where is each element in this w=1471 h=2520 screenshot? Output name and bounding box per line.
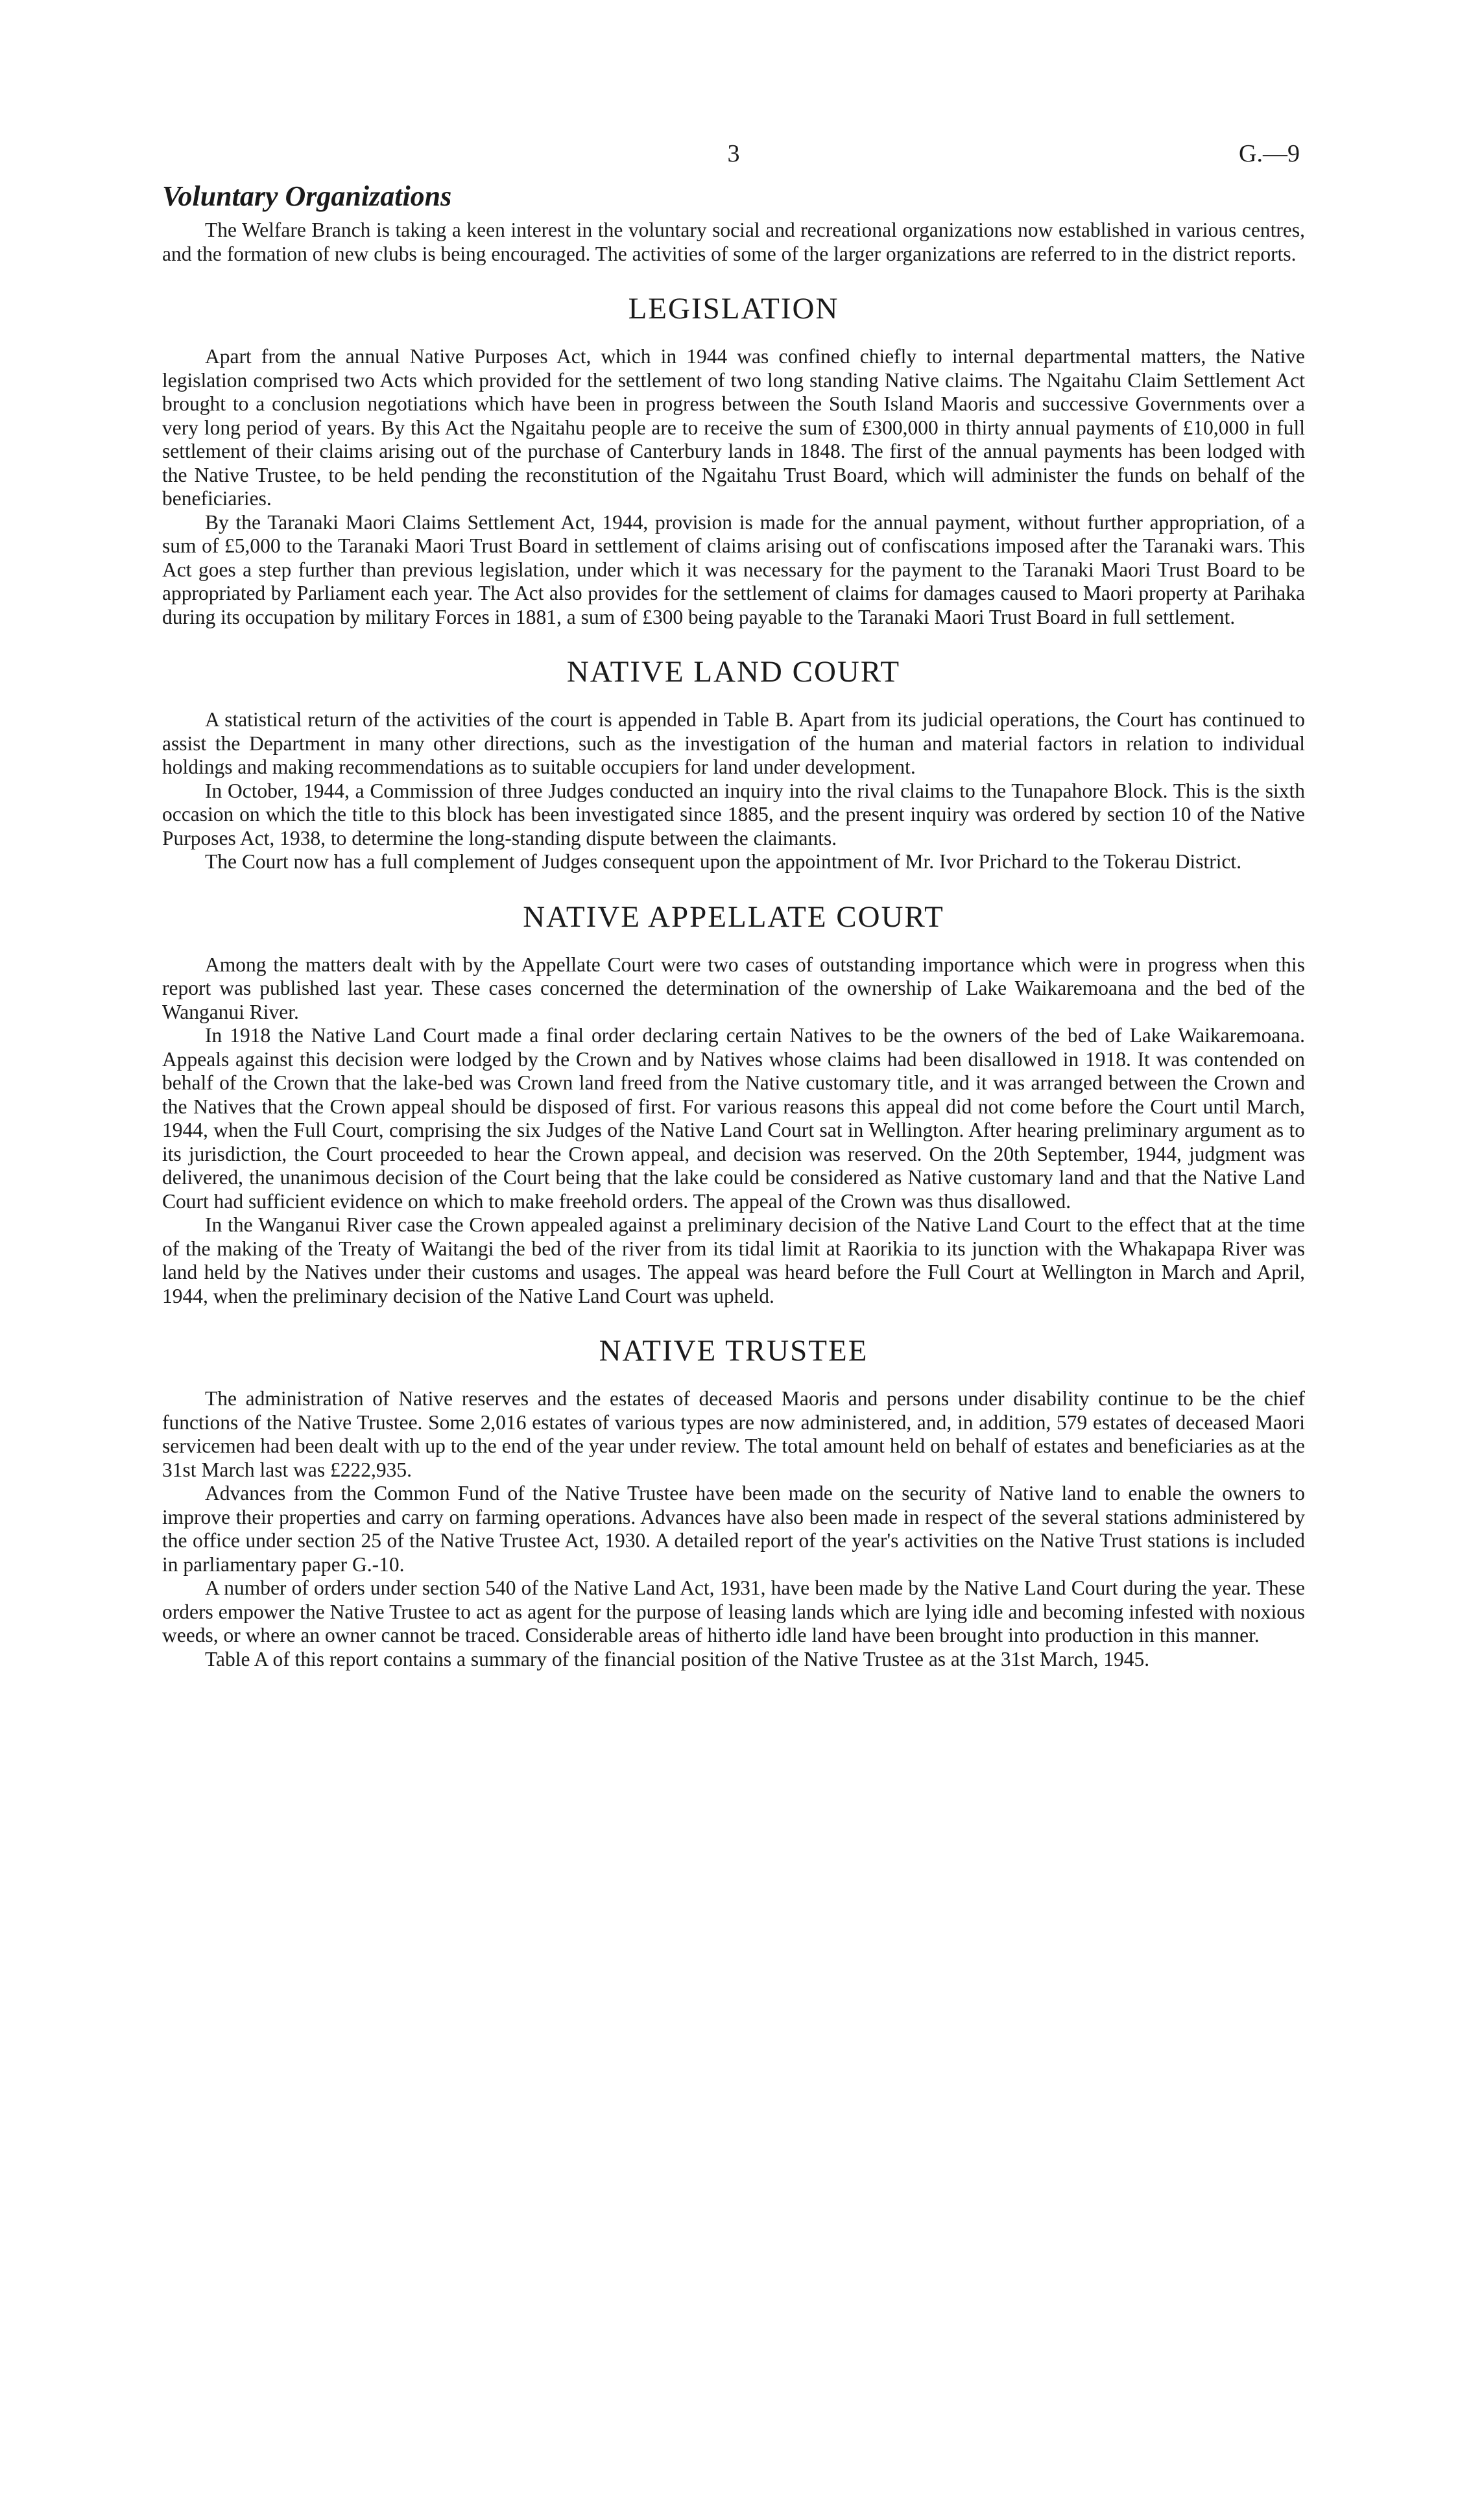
section-heading: NATIVE TRUSTEE — [599, 1334, 868, 1368]
paragraph: The Welfare Branch is taking a keen interest in the voluntary social and recreational organizations now established in various centres, and the formation of new clubs is being encouraged. The activities of some of the larger organizations are referred to in the district reports. — [162, 219, 1305, 265]
page-number: 3 — [727, 140, 740, 167]
paragraph: By the Taranaki Maori Claims Settlement Act, 1944, provision is made for the annual payment, without further appropriation, of a sum of £5,000 to the Taranaki Maori Trust Board in settlement of claims arising out of confiscations imposed after the Taranaki wars. This Act goes a step further than previous legislation, under which it was necessary for the payment to the Taranaki Maori Trust Board to be appropriated by Parliament each year. The Act also provides for the settlement of claims for damages caused to Maori property at Parihaka during its occupation by military Forces in 1881, a sum of £300 being payable to the Taranaki Maori Trust Board in full settlement. — [162, 510, 1305, 628]
paragraph: In 1918 the Native Land Court made a final order declaring certain Natives to be the owners of the bed of Lake Waikaremoana. Appeals against this decision were lodged by the Crown and by Natives whose claims had been disallowed in 1918. It was contended on behalf of the Crown that the lake-bed was Crown land freed from the Native customary title, and it was arranged between the Crown and the Natives that the Crown appeal should be disposed of first. For various reasons this appeal did not come before the Court until March, 1944, when the Full Court, comprising the six Judges of the Native Land Court sat in Wellington. After hearing preliminary argument as to its jurisdiction, the Court proceeded to hear the Crown appeal, and decision was reserved. On the 20th September, 1944, judgment was delivered, the unanimous decision of the Court being that the lake could be considered as Native customary land and that the Native Land Court had sufficient evidence on which to make freehold orders. The appeal of the Crown was thus disallowed. — [162, 1024, 1305, 1213]
section-heading: NATIVE APPELLATE COURT — [523, 899, 944, 934]
page-header — [162, 139, 1305, 178]
paragraph: A statistical return of the activities of the court is appended in Table B. Apart from its judicial operations, the Court has continued to assist the Department in many other directions, such as the investigation of the human and material factors in relation to individual holdings and making recommendations as to suitable occupiers for land under development. — [162, 708, 1305, 778]
section-heading: LEGISLATION — [628, 292, 839, 326]
section-native-land-court — [162, 652, 1305, 874]
paragraph: Apart from the annual Native Purposes Act, which in 1944 was confined chiefly to internal departmental matters, the Native legislation comprised two Acts which provided for the settlement of two long standing Native claims. The Ngaitahu Claim Settlement Act brought to a conclusion negotiations which have been in progress between the South Island Maoris and successive Governments over a very long period of years. By this Act the Ngaitahu people are to receive the sum of £300,000 in thirty annual payments of £10,000 in full settlement of their claims arising out of the purchase of Canterbury lands in 1848. The first of the annual payments has been lodged with the Native Trustee, to be held pending the reconstitution of the Ngaitahu Trust Board, which will administer the funds on behalf of the beneficiaries. — [162, 345, 1305, 510]
paragraph: The Court now has a full complement of Judges consequent upon the appointment of Mr. Ivor Prichard to the Tokerau District. — [205, 850, 1242, 873]
paragraph: Among the matters dealt with by the Appellate Court were two cases of outstanding importance which were in progress when this report was published last year. These cases concerned the determination of the ownership of Lake Waikaremoana and the bed of the Wanganui River. — [162, 953, 1305, 1023]
document-reference: G.—9 — [1239, 140, 1300, 167]
paragraph: In the Wanganui River case the Crown appealed against a preliminary decision of the Native Land Court to the effect that at the time of the making of the Treaty of Waitangi the bed of the river from its tidal limit at Raorikia to its junction with the Whakapapa River was land held by the Natives under their customs and usages. The appeal was heard before the Full Court at Wellington in March and April, 1944, when the preliminary decision of the Native Land Court was upheld. — [162, 1213, 1305, 1307]
section-heading: NATIVE LAND COURT — [566, 655, 901, 689]
section-heading: Voluntary Organizations — [162, 180, 452, 212]
paragraph: A number of orders under section 540 of the Native Land Act, 1931, have been made by the Native Land Court during the year. These orders empower the Native Trustee to act as agent for the purpose of leasing lands which are lying idle and becoming infested with noxious weeds, or where an owner cannot be traced. Considerable areas of hitherto idle land have been brought into production in this manner. — [162, 1576, 1305, 1646]
paragraph: In October, 1944, a Commission of three Judges conducted an inquiry into the rival claims to the Tunapahore Block. This is the sixth occasion on which the title to this block has been investigated since 1885, and the present inquiry was ordered by section 10 of the Native Purposes Act, 1938, to determine the long-standing dispute between the claimants. — [162, 779, 1305, 850]
document-page — [162, 139, 1305, 1671]
paragraph: Table A of this report contains a summary of the financial position of the Native Trustee as at the 31st March, 1945. — [205, 1647, 1150, 1670]
paragraph: Advances from the Common Fund of the Native Trustee have been made on the security of Native land to enable the owners to improve their properties and carry on farming operations. Advances have also been made in respect of the several stations administered by the office under section 25 of the Native Trustee Act, 1930. A detailed report of the year's activities on the Native Trust stations is included in parliamentary paper G.-10. — [162, 1482, 1305, 1576]
section-voluntary-organizations — [162, 178, 1305, 266]
section-native-trustee — [162, 1331, 1305, 1671]
paragraph: The administration of Native reserves and the estates of deceased Maoris and persons under disability continue to be the chief functions of the Native Trustee. Some 2,016 estates of various types are now administered, and, in addition, 579 estates of deceased Maori servicemen had been dealt with up to the end of the year under review. The total amount held on behalf of estates and beneficiaries as at the 31st March last was £222,935. — [162, 1387, 1305, 1481]
section-native-appellate-court — [162, 897, 1305, 1309]
section-legislation — [162, 289, 1305, 629]
